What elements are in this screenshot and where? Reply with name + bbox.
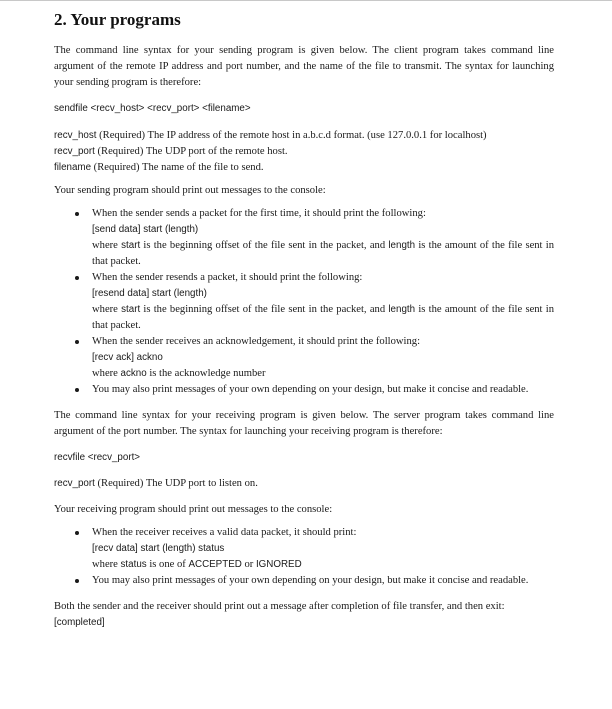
arg-desc: (Required) The IP address of the remote host in a.b.c.d format. (use 127.0.0.1 for localhost) xyxy=(96,130,487,141)
bullet-code: [recv data] start (length) status xyxy=(92,543,225,554)
arg-name: recv_port xyxy=(54,146,95,157)
bullet-where: where ackno is the acknowledge number xyxy=(92,368,266,379)
receiver-intro: The command line syntax for your receiving program is given below. The server program takes command line argument of the port number. The syntax for launching your receiving program is therefore: xyxy=(54,410,554,437)
bullet-valid-packet xyxy=(54,525,554,573)
bullet-where: where status is one of ACCEPTED or IGNORED xyxy=(92,559,302,570)
sender-arg-recv-port xyxy=(54,144,554,160)
bullet-dot-icon xyxy=(75,212,79,216)
bullet-dot-icon xyxy=(75,340,79,344)
bullet-dot-icon xyxy=(75,579,79,583)
bullet-send xyxy=(54,206,554,270)
footer-code: [completed] xyxy=(54,617,105,628)
sender-arg-recv-host xyxy=(54,128,554,144)
bullet-dot-icon xyxy=(75,531,79,535)
bullet-where: where start is the beginning offset of the file sent in the packet, and length is the amount of the file sent in that packet. xyxy=(92,240,554,267)
sender-syntax: sendfile <recv_host> <recv_port> <filename> xyxy=(54,103,251,114)
bullet-text: When the sender receives an acknowledgement, it should print the following: xyxy=(92,336,421,347)
bullet-text: When the sender resends a packet, it should print the following: xyxy=(92,272,363,283)
bullet-code: [resend data] start (length) xyxy=(92,288,207,299)
sender-bullet-list xyxy=(54,206,554,398)
receiver-syntax: recvfile <recv_port> xyxy=(54,452,141,463)
sender-console-intro: Your sending program should print out messages to the console: xyxy=(54,185,326,196)
top-rule xyxy=(0,0,612,1)
bullet-ack xyxy=(54,334,554,382)
arg-name: filename xyxy=(54,162,92,173)
bullet-text: When the receiver receives a valid data packet, it should print: xyxy=(92,527,357,538)
bullet-text: You may also print messages of your own depending on your design, but make it concise and readable. xyxy=(92,384,529,395)
bullet-text: When the sender sends a packet for the first time, it should print the following: xyxy=(92,208,426,219)
arg-name: recv_port xyxy=(54,478,95,489)
bullet-code: [recv ack] ackno xyxy=(92,352,163,363)
receiver-arg-recv-port xyxy=(54,476,554,492)
bullet-code: [send data] start (length) xyxy=(92,224,199,235)
bullet-resend xyxy=(54,270,554,334)
arg-name: recv_host xyxy=(54,130,97,141)
sender-intro: The command line syntax for your sending program is given below. The client program takes command line argument of the remote IP address and port number, and the name of the file to transmit. The syntax for launching your sending program is therefore: xyxy=(54,45,554,88)
arg-desc: (Required) The name of the file to send. xyxy=(91,162,264,173)
bullet-own-messages xyxy=(54,573,554,589)
receiver-console-intro: Your receiving program should print out messages to the console: xyxy=(54,504,333,515)
bullet-text: You may also print messages of your own depending on your design, but make it concise and readable. xyxy=(92,575,529,586)
receiver-bullet-list xyxy=(54,525,554,589)
arg-desc: (Required) The UDP port of the remote host. xyxy=(94,146,288,157)
bullet-dot-icon xyxy=(75,276,79,280)
document-page xyxy=(54,9,554,631)
bullet-where: where start is the beginning offset of the file sent in the packet, and length is the amount of the file sent in that packet. xyxy=(92,304,554,331)
footer-text: Both the sender and the receiver should print out a message after completion of file transfer, and then exit: xyxy=(54,601,505,612)
sender-arg-filename xyxy=(54,160,554,176)
bullet-own-messages xyxy=(54,382,554,398)
arg-desc: (Required) The UDP port to listen on. xyxy=(94,478,258,489)
section-title: 2. Your programs xyxy=(54,10,181,29)
bullet-dot-icon xyxy=(75,388,79,392)
